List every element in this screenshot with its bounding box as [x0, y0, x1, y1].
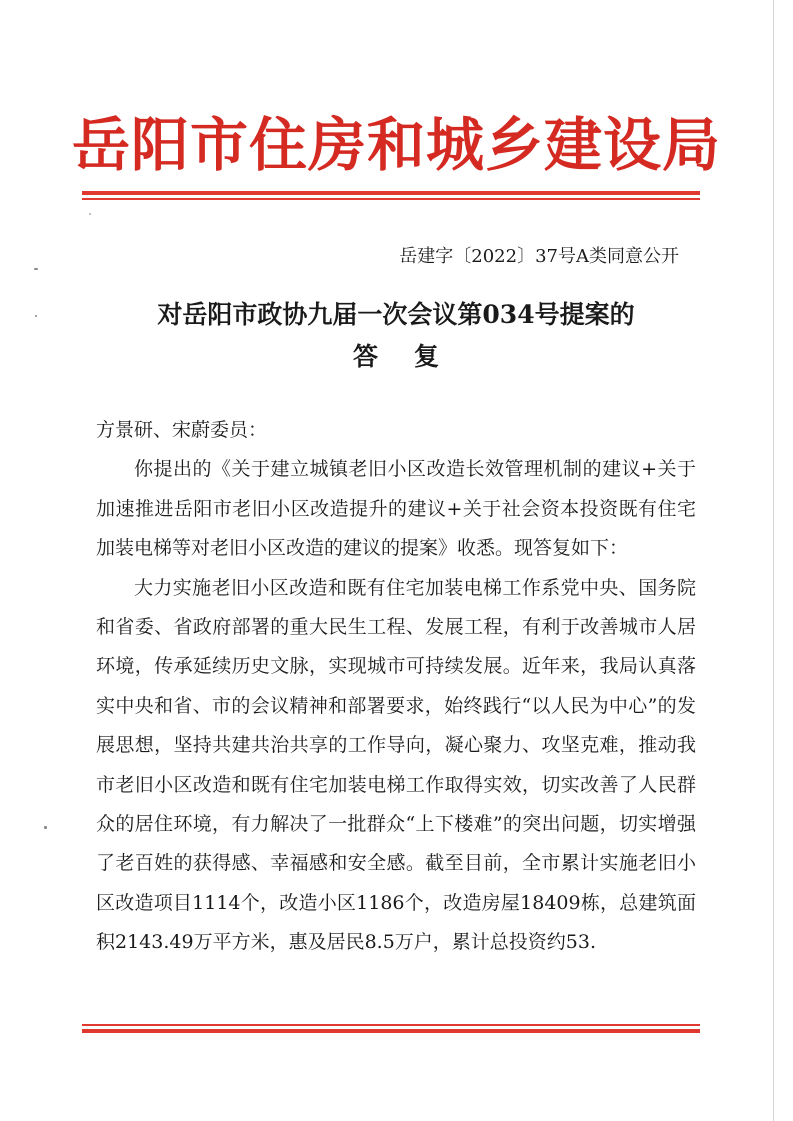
- letterhead-divider-thin: [82, 198, 700, 200]
- scan-speck: [34, 268, 38, 270]
- scan-speck: [44, 826, 47, 829]
- salutation: 方景研、宋蔚委员：: [96, 419, 268, 441]
- document-body: [96, 411, 696, 963]
- letterhead-divider-thick: [82, 191, 700, 195]
- footer-divider-thick: [82, 1029, 700, 1033]
- scan-speck: [35, 315, 37, 317]
- scan-edge-line: [773, 0, 774, 1121]
- paragraph-progress: 大力实施老旧小区改造和既有住宅加装电梯工作系党中央、国务院和省委、省政府部署的重大民生工程、发展工程，有利于改善城市人居环境，传承延续历史文脉，实现城市可持续发展。近年来，我局认真落实中央和省、市的会议精神和部署要求，始终践行“以人民为中心”的发展思想，坚持共建共治共享的工作导向，凝心聚力、攻坚克难，推动我市老旧小区改造和既有住宅加装电梯工作取得实效，切实改善了人民群众的居住环境，有力解决了一批群众“上下楼难”的突出问题，切实增强了老百姓的获得感、幸福感和安全感。截至目前，全市累计实施老旧小区改造项目1114个，改造小区1186个，改造房屋18409栋，总建筑面积2143.49万平方米，惠及居民8.5万户，累计总投资约53.: [96, 576, 696, 954]
- paragraph-acknowledgement: 你提出的《关于建立城镇老旧小区改造长效管理机制的建议+关于加速推进岳阳市老旧小区改造提升的建议+关于社会资本投资既有住宅加装电梯等对老旧小区改造的建议的提案》收悉。现答复如下：: [96, 458, 696, 560]
- document-title-line2: 答复: [352, 342, 475, 371]
- document-number: 岳建字〔2022〕37号A类同意公开: [399, 246, 679, 267]
- footer-divider-thin: [82, 1024, 700, 1026]
- document-title-line1: 对岳阳市政协九届一次会议第034号提案的: [157, 300, 635, 329]
- scan-speck: [89, 213, 91, 215]
- letterhead-title: 岳阳市住房和城乡建设局: [71, 111, 721, 179]
